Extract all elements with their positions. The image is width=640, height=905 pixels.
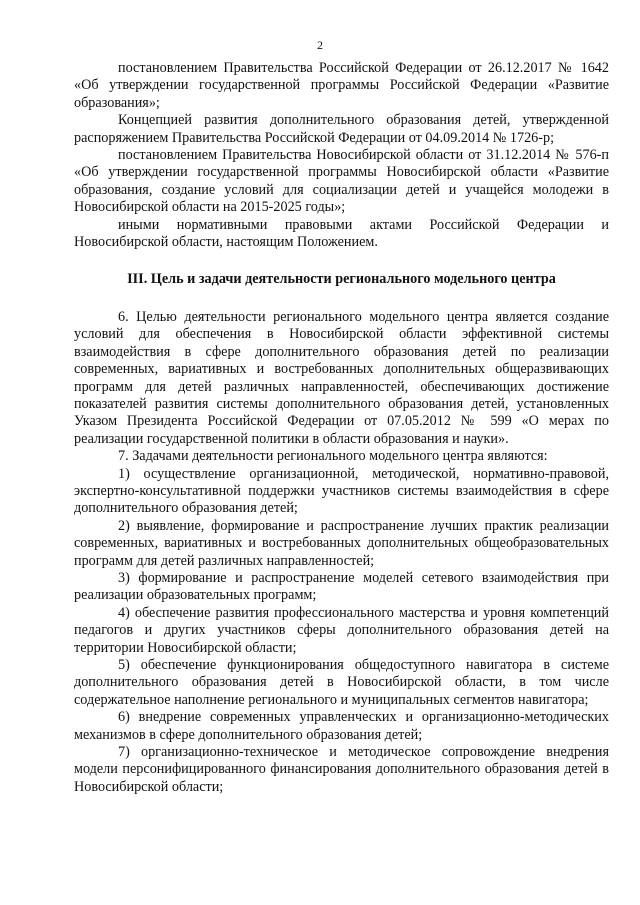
paragraph: постановлением Правительства Новосибирской области от 31.12.2014 № 576-п «Об утверждении государственной программы Новосибирской области «Развитие образования, создание условий для социализации детей и учащейся молодежи в Новосибирской области на 2015-2025 годы»; xyxy=(74,147,609,216)
paragraph: постановлением Правительства Российской Федерации от 26.12.2017 № 1642 «Об утверждении государственной программы Российской Федерации «Развитие образования»; xyxy=(74,60,609,111)
list-item: 4) обеспечение развития профессионального мастерства и уровня компетенций педагогов и других участников сферы дополнительного образования детей на территории Новосибирской области; xyxy=(74,604,609,656)
list-item: 5) обеспечение функционирования общедоступного навигатора в системе дополнительного образования детей в Новосибирской области, в том числе содержательное наполнение регионального и муниципальных сегментов навигатора; xyxy=(74,657,609,708)
paragraph: 6. Целью деятельности регионального модельного центра является создание условий для обеспечения в Новосибирской области эффективной системы взаимодействия в сфере дополнительного образования детей по реализации современных, вариативных и востребованных дополнительных общеразвивающих программ для детей различных направленностей, обеспечивающих достижение показателей развития системы дополнительного образования детей, установленных Указом Президента Российской Федерации от 07.05.2012 № 599 «О мерах по реализации государственной политики в области образования и науки». xyxy=(74,308,609,447)
list-item: 6) внедрение современных управленческих и организационно-методических механизмов в сфере дополнительного образования детей; xyxy=(74,709,609,743)
section-heading: III. Цель и задачи деятельности регионального модельного центра xyxy=(127,271,556,288)
list-item: 2) выявление, формирование и распространение лучших практик реализации современных, вариативных и востребованных дополнительных общеобразовательных программ для детей различных направленностей; xyxy=(74,517,609,569)
paragraph: Концепцией развития дополнительного образования детей, утвержденной распоряжением Правительства Российской Федерации от 04.09.2014 № 1726-р; xyxy=(74,112,609,146)
list-item: 3) формирование и распространение моделей сетевого взаимодействия при реализации образовательных программ; xyxy=(74,569,609,604)
page-number: 2 xyxy=(317,38,323,52)
paragraph: 7. Задачами деятельности регионального модельного центра являются: xyxy=(118,448,548,465)
list-item: 1) осуществление организационной, методической, нормативно-правовой, экспертно-консультативной поддержки участников системы взаимодействия в сфере дополнительного образования детей; xyxy=(74,465,609,517)
paragraph: иными нормативными правовыми актами Российской Федерации и Новосибирской области, настоящим Положением. xyxy=(74,216,609,251)
document-body xyxy=(74,60,609,796)
list-item: 7) организационно-техническое и методическое сопровождение внедрения модели персонифицированного финансирования дополнительного образования детей в Новосибирской области; xyxy=(74,744,609,795)
